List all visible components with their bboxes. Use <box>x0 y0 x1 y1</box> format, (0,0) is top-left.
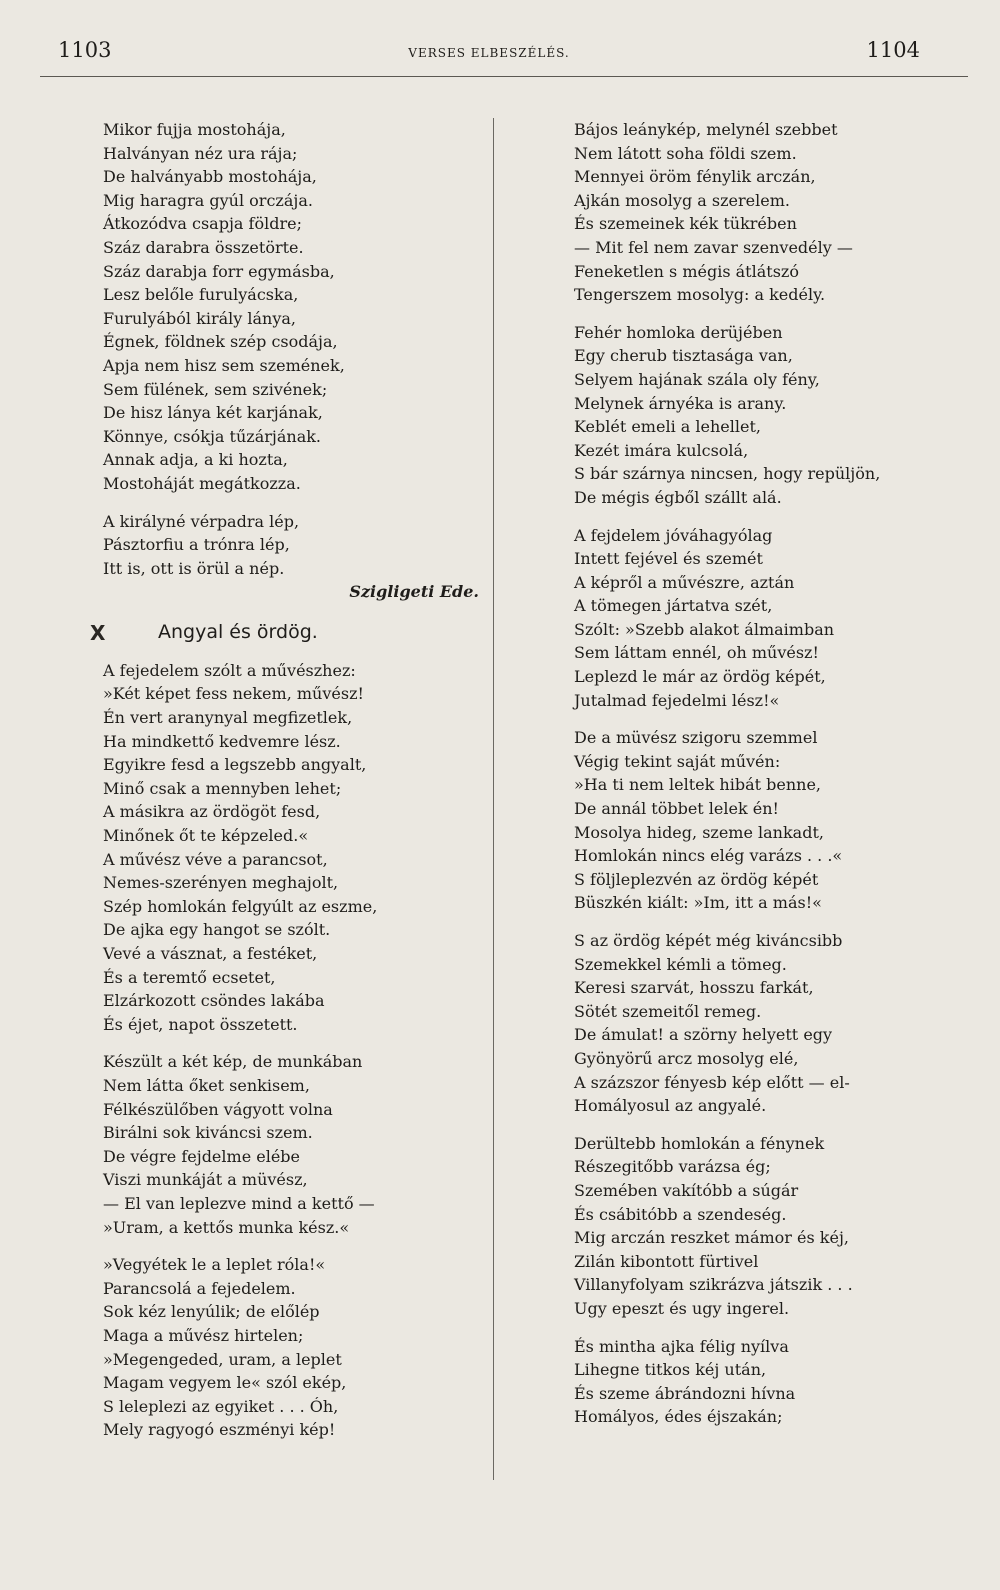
verse-line: És a teremtő ecsetet, <box>103 967 276 987</box>
stanza <box>103 1253 481 1442</box>
right-column <box>574 118 934 1429</box>
verse-line: Fehér homloka derüjében <box>574 322 783 342</box>
verse-line: Mosolya hideg, szeme lankadt, <box>574 822 824 842</box>
stanza-gap <box>103 1036 481 1050</box>
verse-line: Készült a két kép, de munkában <box>103 1052 363 1072</box>
verse-line: Könnye, csókja tűzárjának. <box>103 426 322 446</box>
stanza-gap <box>574 1321 934 1335</box>
verse-line: De mégis égből szállt alá. <box>574 487 782 507</box>
verse-line: Selyem hajának szála oly fény, <box>574 369 820 389</box>
verse-line: S bár szárnya nincsen, hogy repüljön, <box>574 464 881 484</box>
verse-line: Végig tekint saját művén: <box>574 751 781 771</box>
verse-line: Leplezd le már az ördög képét, <box>574 667 826 687</box>
verse-line: Égnek, földnek szép csodája, <box>103 332 338 352</box>
verse-line: — Mit fel nem zavar szenvedély — <box>574 237 853 257</box>
stanza-gap <box>574 915 934 929</box>
verse-line: Nem látta őket senkisem, <box>103 1075 310 1095</box>
verse-line: »Ha ti nem leltek hibát benne, <box>574 775 822 795</box>
verse-line: A fejdelem jóváhagyólag <box>574 525 773 545</box>
verse-line: És éjet, napot összetett. <box>103 1014 298 1034</box>
stanza <box>574 1132 934 1321</box>
verse-line: Mennyei öröm fénylik arczán, <box>574 167 816 187</box>
verse-line: Halványan néz ura rája; <box>103 143 298 163</box>
verse-line: »Két képet fess nekem, művész! <box>103 684 364 704</box>
column-divider <box>493 118 494 1480</box>
verse-line: Nem látott soha földi szem. <box>574 143 797 163</box>
verse-line: Apja nem hisz sem szemének, <box>103 355 345 375</box>
verse-line: Sötét szemeitől remeg. <box>574 1001 762 1021</box>
verse-line: Viszi munkáját a müvész, <box>103 1170 308 1190</box>
left-column <box>90 118 481 1442</box>
verse-line: S leleplezi az egyiket . . . Óh, <box>103 1396 339 1416</box>
verse-line: Sok kéz lenyúlik; de előlép <box>103 1302 320 1322</box>
verse-line: Derültebb homlokán a fénynek <box>574 1133 825 1153</box>
verse-line: Szemében vakítóbb a súgár <box>574 1180 799 1200</box>
verse-line: De halványabb mostohája, <box>103 167 317 187</box>
verse-line: Mig haragra gyúl orczája. <box>103 190 313 210</box>
verse-line: Villanyfolyam szikrázva játszik . . . <box>574 1275 853 1295</box>
verse-line: Homlokán nincs elég varázs . . .« <box>574 846 843 866</box>
stanza <box>574 524 934 713</box>
verse-line: Homályos, édes éjszakán; <box>574 1407 783 1427</box>
verse-line: Lesz belőle furulyácska, <box>103 285 299 305</box>
verse-line: Én vert aranynyal megfizetlek, <box>103 708 353 728</box>
page-number-left: 1103 <box>58 38 112 62</box>
stanza-gap <box>574 1118 934 1132</box>
verse-line: Szép homlokán felgyúlt az eszme, <box>103 896 378 916</box>
stanza <box>574 929 934 1118</box>
verse-line: Zilán kibontott fürtivel <box>574 1251 759 1271</box>
verse-line: Sem fülének, sem szivének; <box>103 379 328 399</box>
verse-line: És szemeinek kék tükrében <box>574 214 797 234</box>
verse-line: Ha mindkettő kedvemre lész. <box>103 731 341 751</box>
stanza <box>574 321 934 510</box>
verse-line: Egyikre fesd a legszebb angyalt, <box>103 755 367 775</box>
poem-signature: Szigligeti Ede. <box>349 582 479 602</box>
verse-line: Mikor fujja mostohája, <box>103 120 286 139</box>
stanza <box>103 510 481 581</box>
verse-line: És csábitóbb a szendeség. <box>574 1204 787 1224</box>
stanza-gap <box>574 712 934 726</box>
stanza-gap <box>574 510 934 524</box>
stanza-gap <box>103 1239 481 1253</box>
margin-mark: X <box>90 620 106 645</box>
verse-line: Maga a művész hirtelen; <box>103 1325 304 1345</box>
verse-line: Furulyából király lánya, <box>103 308 296 328</box>
verse-line: Jutalmad fejedelmi lész!« <box>574 690 780 710</box>
verse-line: De annál többet lelek én! <box>574 799 779 819</box>
stanza <box>103 118 481 496</box>
verse-line: Tengerszem mosolyg: a kedély. <box>574 285 826 305</box>
verse-line: Gyönyörű arcz mosolyg elé, <box>574 1048 799 1068</box>
verse-line: Keresi szarvát, hosszu farkát, <box>574 978 814 998</box>
verse-line: És szeme ábrándozni hívna <box>574 1383 796 1403</box>
verse-line: Bájos leánykép, melynél szebbet <box>574 120 838 139</box>
verse-line: Sem láttam ennél, oh művész! <box>574 643 819 663</box>
verse-line: Száz darabja forr egymásba, <box>103 261 335 281</box>
verse-line: De ámulat! a szörny helyett egy <box>574 1025 833 1045</box>
poem-heading <box>90 620 481 647</box>
verse-line: De hisz lánya két karjának, <box>103 403 323 423</box>
verse-line: Szólt: »Szebb alakot álmaimban <box>574 619 835 639</box>
verse-line: Szemekkel kémli a tömeg. <box>574 954 787 974</box>
verse-line: A fejedelem szólt a művészhez: <box>103 660 356 680</box>
verse-line: A királyné vérpadra lép, <box>103 511 300 531</box>
verse-line: Lihegne titkos kéj után, <box>574 1360 767 1380</box>
verse-line: Minőnek őt te képzeled.« <box>103 826 309 846</box>
stanza <box>574 1335 934 1429</box>
verse-line: Parancsolá a fejedelem. <box>103 1278 296 1298</box>
verse-line: S az ördög képét még kiváncsibb <box>574 931 843 950</box>
verse-line: De a müvész szigoru szemmel <box>574 728 818 748</box>
header-rule <box>40 76 968 77</box>
stanza-gap <box>574 307 934 321</box>
page-number-right: 1104 <box>866 38 920 62</box>
verse-line: Vevé a vásznat, a festéket, <box>103 944 318 963</box>
verse-line: Száz darabra összetörte. <box>103 237 304 257</box>
verse-line: Mely ragyogó eszményi kép! <box>103 1420 336 1440</box>
verse-line: Magam vegyem le« szól ekép, <box>103 1373 347 1393</box>
verse-line: S följleplezvén az ördög képét <box>574 869 819 889</box>
verse-line: Ajkán mosolyg a szerelem. <box>574 190 790 210</box>
verse-line: Félkészülőben vágyott volna <box>103 1099 333 1119</box>
verse-line: Feneketlen s mégis átlátszó <box>574 261 799 281</box>
verse-line: A képről a művészre, aztán <box>574 572 795 592</box>
verse-line: Annak adja, a ki hozta, <box>103 450 288 470</box>
verse-line: A másikra az ördögöt fesd, <box>103 802 321 822</box>
verse-line: Mostoháját megátkozza. <box>103 473 301 493</box>
running-title: VERSES ELBESZÉLÉS. <box>408 46 570 60</box>
verse-line: Nemes-szerényen meghajolt, <box>103 873 339 893</box>
stanza <box>103 659 481 1037</box>
verse-line: A százszor fényesb kép előtt — el- <box>574 1072 850 1092</box>
verse-line: Elzárkozott csöndes lakába <box>103 991 325 1011</box>
verse-line: Birálni sok kiváncsi szem. <box>103 1123 313 1143</box>
verse-line: »Megengeded, uram, a leplet <box>103 1349 342 1369</box>
verse-line: Pásztorfiu a trónra lép, <box>103 535 290 555</box>
verse-line: Ugy epeszt és ugy ingerel. <box>574 1298 790 1318</box>
verse-line: A művész véve a parancsot, <box>103 849 328 869</box>
verse-line: Keblét emeli a lehellet, <box>574 417 761 437</box>
stanza-gap <box>103 496 481 510</box>
verse-line: Melynek árnyéka is arany. <box>574 393 787 413</box>
verse-line: De ajka egy hangot se szólt. <box>103 920 331 940</box>
verse-line: Mig arczán reszket mámor és kéj, <box>574 1228 849 1248</box>
verse-line: Kezét imára kulcsolá, <box>574 440 749 460</box>
verse-line: Intett fejével és szemét <box>574 549 763 569</box>
verse-line: — El van leplezve mind a kettő — <box>103 1193 375 1213</box>
verse-line: És mintha ajka félig nyílva <box>574 1336 789 1356</box>
verse-line: Átkozódva csapja földre; <box>103 214 302 234</box>
verse-line: »Uram, a kettős munka kész.« <box>103 1217 350 1237</box>
page-header <box>58 38 920 68</box>
verse-line: Büszkén kiált: »Im, itt a más!« <box>574 893 822 913</box>
verse-line: Minő csak a mennyben lehet; <box>103 778 342 798</box>
poem-title: Angyal és ördög. <box>158 620 318 643</box>
verse-line: Egy cherub tisztasága van, <box>574 346 793 366</box>
stanza <box>574 118 934 307</box>
verse-line: De végre fejdelme elébe <box>103 1146 301 1166</box>
verse-line: Itt is, ott is örül a nép. <box>103 558 285 578</box>
stanza <box>103 1050 481 1239</box>
verse-line: »Vegyétek le a leplet róla!« <box>103 1255 326 1275</box>
verse-line: Homályosul az angyalé. <box>574 1096 767 1116</box>
stanza <box>574 726 934 915</box>
verse-line: Részegitőbb varázsa ég; <box>574 1157 771 1177</box>
verse-line: A tömegen jártatva szét, <box>574 596 773 616</box>
